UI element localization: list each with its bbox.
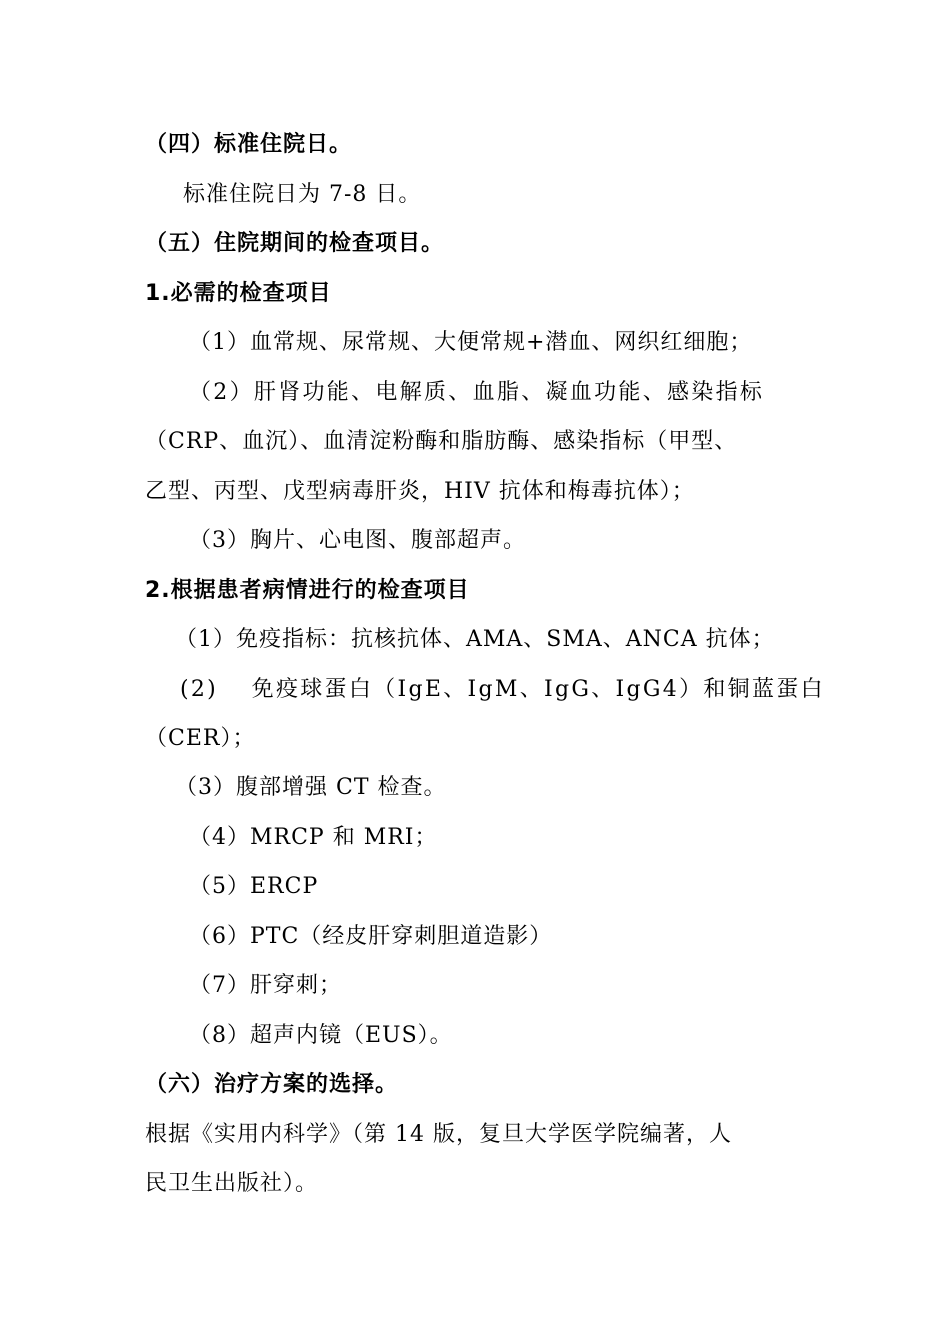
optional-item-3: （3）腹部增强 CT 检查。 [175,775,447,800]
required-item-2-line-1: （2）肝肾功能、电解质、血脂、凝血功能、感染指标 [189,380,765,405]
optional-exams-heading: 2.根据患者病情进行的检查项目 [145,578,470,603]
required-item-2-line-2: （CRP、血沉）、血清淀粉酶和脂肪酶、感染指标（甲型、 [145,429,738,454]
section5-heading: （五）住院期间的检查项目。 [145,231,445,256]
optional-item-2-line-2: （CER）； [145,726,256,751]
required-item-3: （3）胸片、心电图、腹部超声。 [189,528,526,553]
optional-item-8: （8）超声内镜（EUS）。 [189,1023,453,1048]
section4-heading: （四）标准住院日。 [145,132,353,157]
required-exams-heading: 1.必需的检查项目 [145,281,332,306]
section6-text-line-2: 民卫生出版社）。 [145,1171,319,1196]
section6-heading: （六）治疗方案的选择。 [145,1072,399,1097]
required-item-1: （1）血常规、尿常规、大便常规+潜血、网织红细胞； [189,330,753,355]
section4-text: 标准住院日为 7-8 日。 [183,182,422,207]
optional-item-2-line-1: (2) 免疫球蛋白（IgE、IgM、IgG、IgG4）和铜蓝蛋白 [180,677,825,702]
section6-text-line-1: 根据《实用内科学》（第 14 版，复旦大学医学院编著，人 [145,1122,732,1147]
optional-item-1: （1）免疫指标：抗核抗体、AMA、SMA、ANCA 抗体； [175,627,775,652]
optional-item-7: （7）肝穿刺； [189,973,342,998]
optional-item-5: （5）ERCP [189,874,319,899]
optional-item-4: （4）MRCP 和 MRI； [189,825,438,850]
required-item-2-line-3: 乙型、丙型、戊型病毒肝炎，HIV 抗体和梅毒抗体）； [145,479,695,504]
optional-item-6: （6）PTC（经皮肝穿刺胆道造影） [189,924,553,949]
